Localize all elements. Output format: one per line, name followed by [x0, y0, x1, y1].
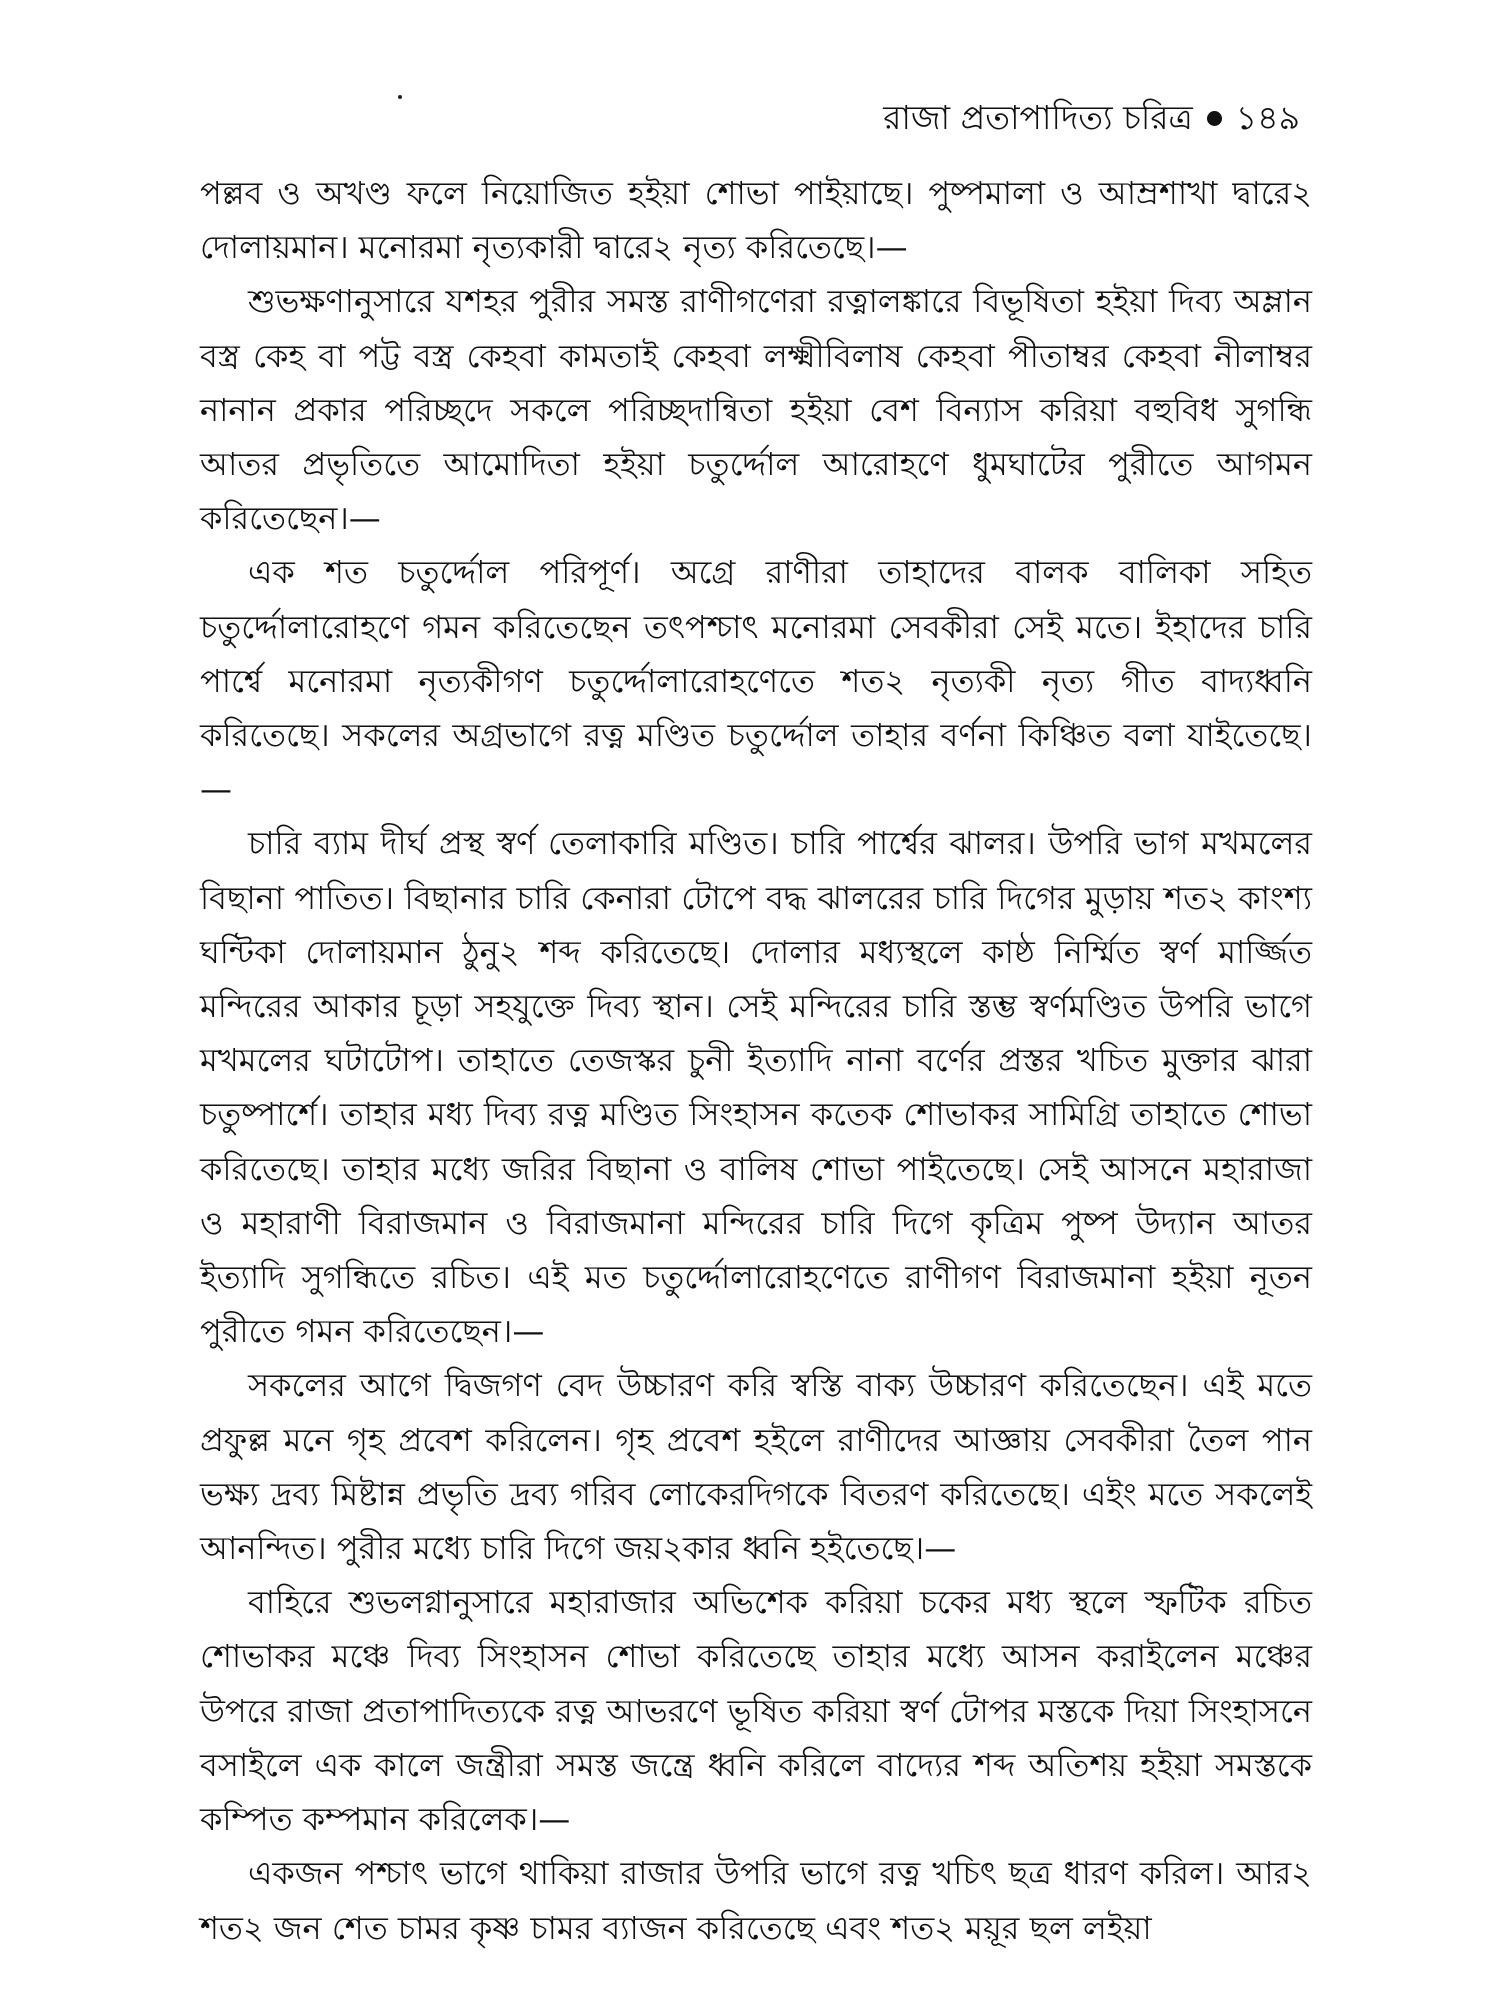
paragraph-6: বাহিরে শুভলগ্নানুসারে মহারাজার অভিশেক করিয়া চকের মধ্য স্থলে স্ফটিক রচিত শোভাকর মঞ্চে দিব্য সিংহাসন শোভা করিতেছে তাহার মধ্যে আসন করাইলেন মঞ্চের উপরে রাজা প্রতাপাদিত্যকে রত্ন আভরণে ভূষিত করিয়া স্বর্ণ টোপর মস্তকে দিয়া সিংহাসনে বসাইলে এক কালে জন্ত্রীরা সমস্ত জন্ত্রে ধ্বনি করিলে বাদ্যের শব্দ অতিশয় হইয়া সমস্তকে কম্পিত কম্পমান করিলেক।—: [200, 1583, 1312, 1839]
page-number: ১৪৯: [1235, 98, 1300, 137]
print-speck: [398, 95, 402, 99]
paragraph-1: পল্লব ও অখণ্ড ফলে নিয়োজিত হইয়া শোভা পাইয়াছে। পুষ্পমালা ও আম্রশাখা দ্বারে২ দোলায়মান। মনোরমা নৃত্যকারী দ্বারে২ নৃত্য করিতেছে।—: [200, 174, 1312, 267]
paragraph-2: শুভক্ষণানুসারে যশহর পুরীর সমস্ত রাণীগণেরা রত্নালঙ্কারে বিভূষিতা হইয়া দিব্য অম্লান বস্ত্র কেহ বা পট্ট বস্ত্র কেহবা কামতাই কেহবা লক্ষ্মীবিলাষ কেহবা পীতাম্বর কেহবা নীলাম্বর নানান প্রকার পরিচ্ছদে সকলে পরিচ্ছদান্বিতা হইয়া বেশ বিন্যাস করিয়া বহুবিধ সুগন্ধি আতর প্রভৃতিতে আমোদিতা হইয়া চতুর্দ্দোল আরোহণে ধুমঘাটের পুরীতে আগমন করিতেছেন।—: [200, 282, 1312, 538]
paragraph-3: এক শত চতুর্দ্দোল পরিপূর্ণ। অগ্রে রাণীরা তাহাদের বালক বালিকা সহিত চতুর্দ্দোলারোহণে গমন করিতেছেন তৎপশ্চাৎ মনোরমা সেবকীরা সেই মতে। ইহাদের চারি পার্শ্বে মনোরমা নৃত্যকীগণ চতুর্দ্দোলারোহণেতে শত২ নৃত্যকী নৃত্য গীত বাদ্যধ্বনি করিতেছে। সকলের অগ্রভাগে রত্ন মণ্ডিত চতুর্দ্দোল তাহার বর্ণনা কিঞ্চিত বলা যাইতেছে।—: [200, 553, 1312, 809]
running-title: রাজা প্রতাপাদিত্য চরিত্র: [883, 98, 1193, 137]
paragraph-7: একজন পশ্চাৎ ভাগে থাকিয়া রাজার উপরি ভাগে রত্ন খচিৎ ছত্র ধারণ করিল। আর২ শত২ জন শেত চামর কৃষ্ণ চামর ব্যাজন করিতেছে এবং শত২ ময়ূর ছল লইয়া: [200, 1854, 1312, 1947]
paragraph-4: চারি ব্যাম দীর্ঘ প্রস্থ স্বর্ণ তেলাকারি মণ্ডিত। চারি পার্শ্বের ঝালর। উপরি ভাগ মখমলের বিছানা পাতিত। বিছানার চারি কেনারা টোপে বদ্ধ ঝালরের চারি দিগের মুড়ায় শত২ কাংশ্য ঘন্টিকা দোলায়মান ঠুনু২ শব্দ করিতেছে। দোলার মধ্যস্থলে কাষ্ঠ নির্ম্মিত স্বর্ণ মার্জ্জিত মন্দিরের আকার চূড়া সহযুক্তে দিব্য স্থান। সেই মন্দিরের চারি স্তম্ভ স্বর্ণমণ্ডিত উপরি ভাগে মখমলের ঘটাটোপ। তাহাতে তেজস্কর চুনী ইত্যাদি নানা বর্ণের প্রস্তর খচিত মুক্তার ঝারা চতুষ্পার্শে। তাহার মধ্য দিব্য রত্ন মণ্ডিত সিংহাসন কতেক শোভাকর সামিগ্রি তাহাতে শোভা করিতেছে। তাহার মধ্যে জরির বিছানা ও বালিষ শোভা পাইতেছে। সেই আসনে মহারাজা ও মহারাণী বিরাজমান ও বিরাজমানা মন্দিরের চারি দিগে কৃত্রিম পুষ্প উদ্যান আতর ইত্যাদি সুগন্ধিতে রচিত। এই মত চতুর্দ্দোলারোহণেতে রাণীগণ বিরাজমানা হইয়া নূতন পুরীতে গমন করিতেছেন।—: [200, 824, 1312, 1351]
running-header: [883, 96, 1300, 140]
body-text: [200, 166, 1312, 1955]
paragraph-5: সকলের আগে দ্বিজগণ বেদ উচ্চারণ করি স্বস্তি বাক্য উচ্চারণ করিতেছেন। এই মতে প্রফুল্ল মনে গৃহ প্রবেশ করিলেন। গৃহ প্রবেশ হইলে রাণীদের আজ্ঞায় সেবকীরা তৈল পান ভক্ষ্য দ্রব্য মিষ্টান্ন প্রভৃতি দ্রব্য গরিব লোকেরদিগকে বিতরণ করিতেছে। এইং মতে সকলেই আনন্দিত। পুরীর মধ্যে চারি দিগে জয়২কার ধ্বনি হইতেছে।—: [200, 1366, 1312, 1568]
bullet-icon: [1207, 111, 1222, 126]
